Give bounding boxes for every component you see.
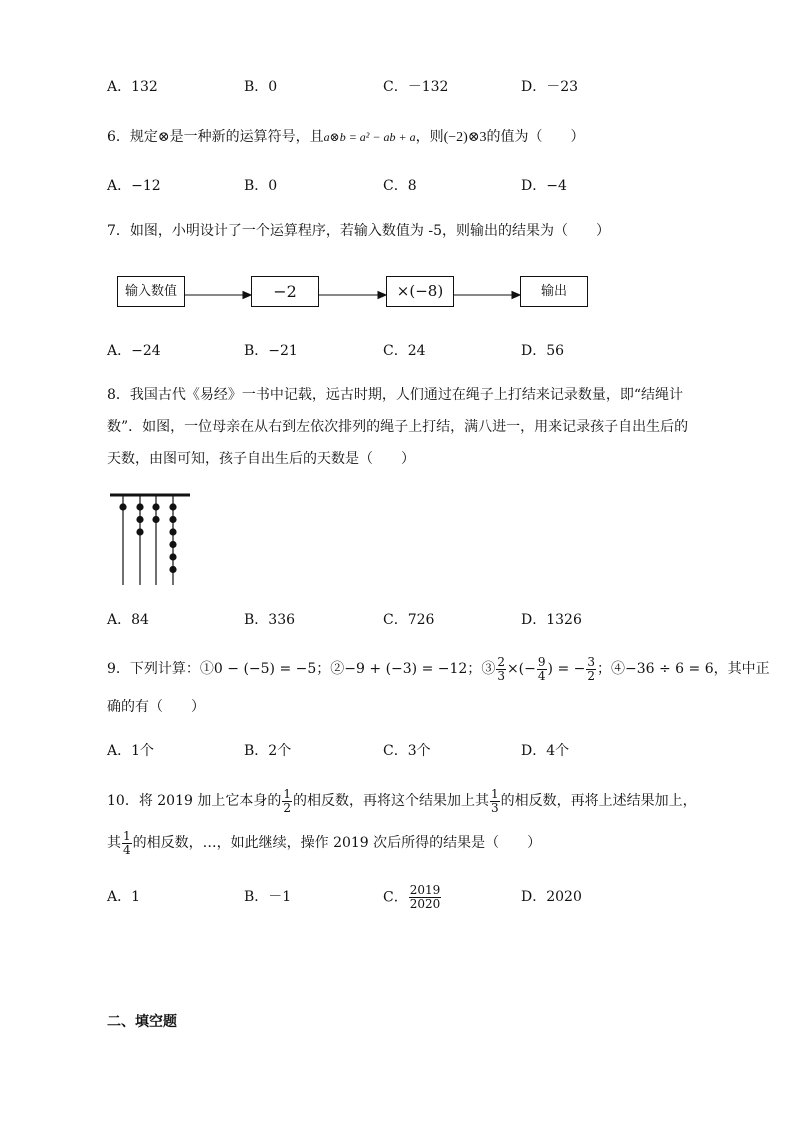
flow-arrowhead-2 [378,292,386,299]
q5-option-d: D．－23 [521,79,579,95]
q10-option-c-fraction: $\frac{2019}{2020}$ [409,883,441,911]
q10-option-d: D．2020 [521,889,582,905]
rope-3-knot [152,503,159,510]
q8-line-1: 8．我国古代《易经》一书中记载，远古时期，人们通过在绳子上打结来记录数量，即“结绳计 [107,387,684,403]
q8-option-a: A．84 [107,612,149,628]
q5-option-a: A．132 [107,79,158,95]
flow-arrowhead-1 [243,292,251,299]
q10-option-b: B．－1 [244,889,292,905]
rope-4-knot [169,528,176,535]
q8-line-2: 数”．如图，一位母亲在从右到左依次排列的绳子上打结，满八进一，用来记录孩子自出生后的 [107,419,689,435]
q9-frac-3-2: $\frac{3}{2}$ [587,654,595,683]
q5-option-b: B．0 [244,79,278,95]
knot-ropes-figure [100,485,210,595]
q8-option-c: C．726 [383,612,435,628]
q9-option-c: C．3个 [383,743,431,759]
q9-options [0,740,794,762]
flow-box-input: 输入数值 [117,276,185,307]
rope-2-knot [136,528,143,535]
flow-box-output: 输出 [520,276,588,307]
q10-option-c: C． $\frac{2019}{2020}$ [383,883,441,911]
q6-option-d: D．−4 [521,178,567,194]
q9-calc-4: ④−36 ÷ 6 = 6，其中正 [611,661,770,677]
q8-option-b: B．336 [244,612,296,628]
q10-line-2: 其 $\frac{1}{4}$ 的相反数，…，如此继续，操作 2019 次后所得的结果是（ ） [107,828,542,857]
q7-question: 7．如图，小明设计了一个运算程序，若输入数值为 -5，则输出的结果为（ ） [107,223,610,239]
rope-4-knot [169,516,176,523]
q6-option-b: B．0 [244,178,278,194]
q10-line-1: 10．将 2019 加上它本身的 $\frac{1}{2}$ 的相反数，再将这个结果加上其 $\frac{1}{3}$ 的相反数，再将上述结果加上， [107,786,697,815]
flow-box-times-neg-eight: ×(−8) [386,276,454,307]
rope-4-knot [169,566,176,573]
q10-frac-1-2: $\frac{1}{2}$ [283,786,291,815]
q6-text-a: 6．规定⊗是一种新的运算符号，且 [107,129,324,145]
q10-frac-1-3: $\frac{1}{3}$ [490,786,499,815]
rope-4-knot [169,503,176,510]
q9-question-line-1 [107,654,770,684]
q5-option-c: C．－132 [383,79,449,95]
q6-option-c: C．8 [383,178,417,194]
rope-4-knot [169,541,176,548]
q10-frac-1-4: $\frac{1}{4}$ [123,828,131,857]
q6-text-c: 的值为（ ） [486,129,585,145]
q9-option-d: D．4个 [521,743,570,759]
q9-option-a: A．1个 [107,743,155,759]
q7-option-d: D．56 [521,343,565,359]
q9-frac-9-4: $\frac{9}{4}$ [537,654,546,683]
rope-2-knot [136,516,143,523]
q6-formula: a⊗b = a² − ab + a [323,130,416,144]
q8-line-3: 天数，由图可知，孩子自出生后的天数是（ ） [107,451,415,467]
rope-1-knot [119,503,126,510]
q7-option-b: B．−21 [244,343,298,359]
q9-calc-3: ③ $\frac{2}{3}$ ×(− $\frac{9}{4}$ ) = − $\frac{3}{2}$ ； [481,654,611,683]
q9-question-line-2: 确的有（ ） [107,699,205,715]
q9-lead: 9．下列计算： [107,661,200,677]
q7-option-a: A．−24 [107,343,161,359]
rope-4-knot [169,553,176,560]
q6-text-b: ，则 [415,129,444,145]
flow-arrowhead-3 [512,292,520,299]
q9-calc-2: ②−9 + (−3) = −12； [330,661,482,677]
q6-expression: (−2)⊗3 [443,130,487,145]
q8-options [0,609,794,631]
q7-options [0,340,794,362]
section-title-fill-in: 二、填空题 [107,1014,177,1030]
q10-option-a: A．1 [107,889,141,905]
flow-box-minus-two: −2 [251,276,319,307]
rope-3-knot [152,516,159,523]
q10-options [0,884,794,918]
q8-option-d: D．1326 [521,612,582,628]
q9-frac-2-3: $\frac{2}{3}$ [497,654,505,683]
q9-calc-1: ①0 − (−5) = −5； [199,661,331,677]
q6-option-a: A．−12 [107,178,161,194]
q9-option-b: B．2个 [244,743,292,759]
q7-option-c: C．24 [383,343,426,359]
rope-2-knot [136,503,143,510]
